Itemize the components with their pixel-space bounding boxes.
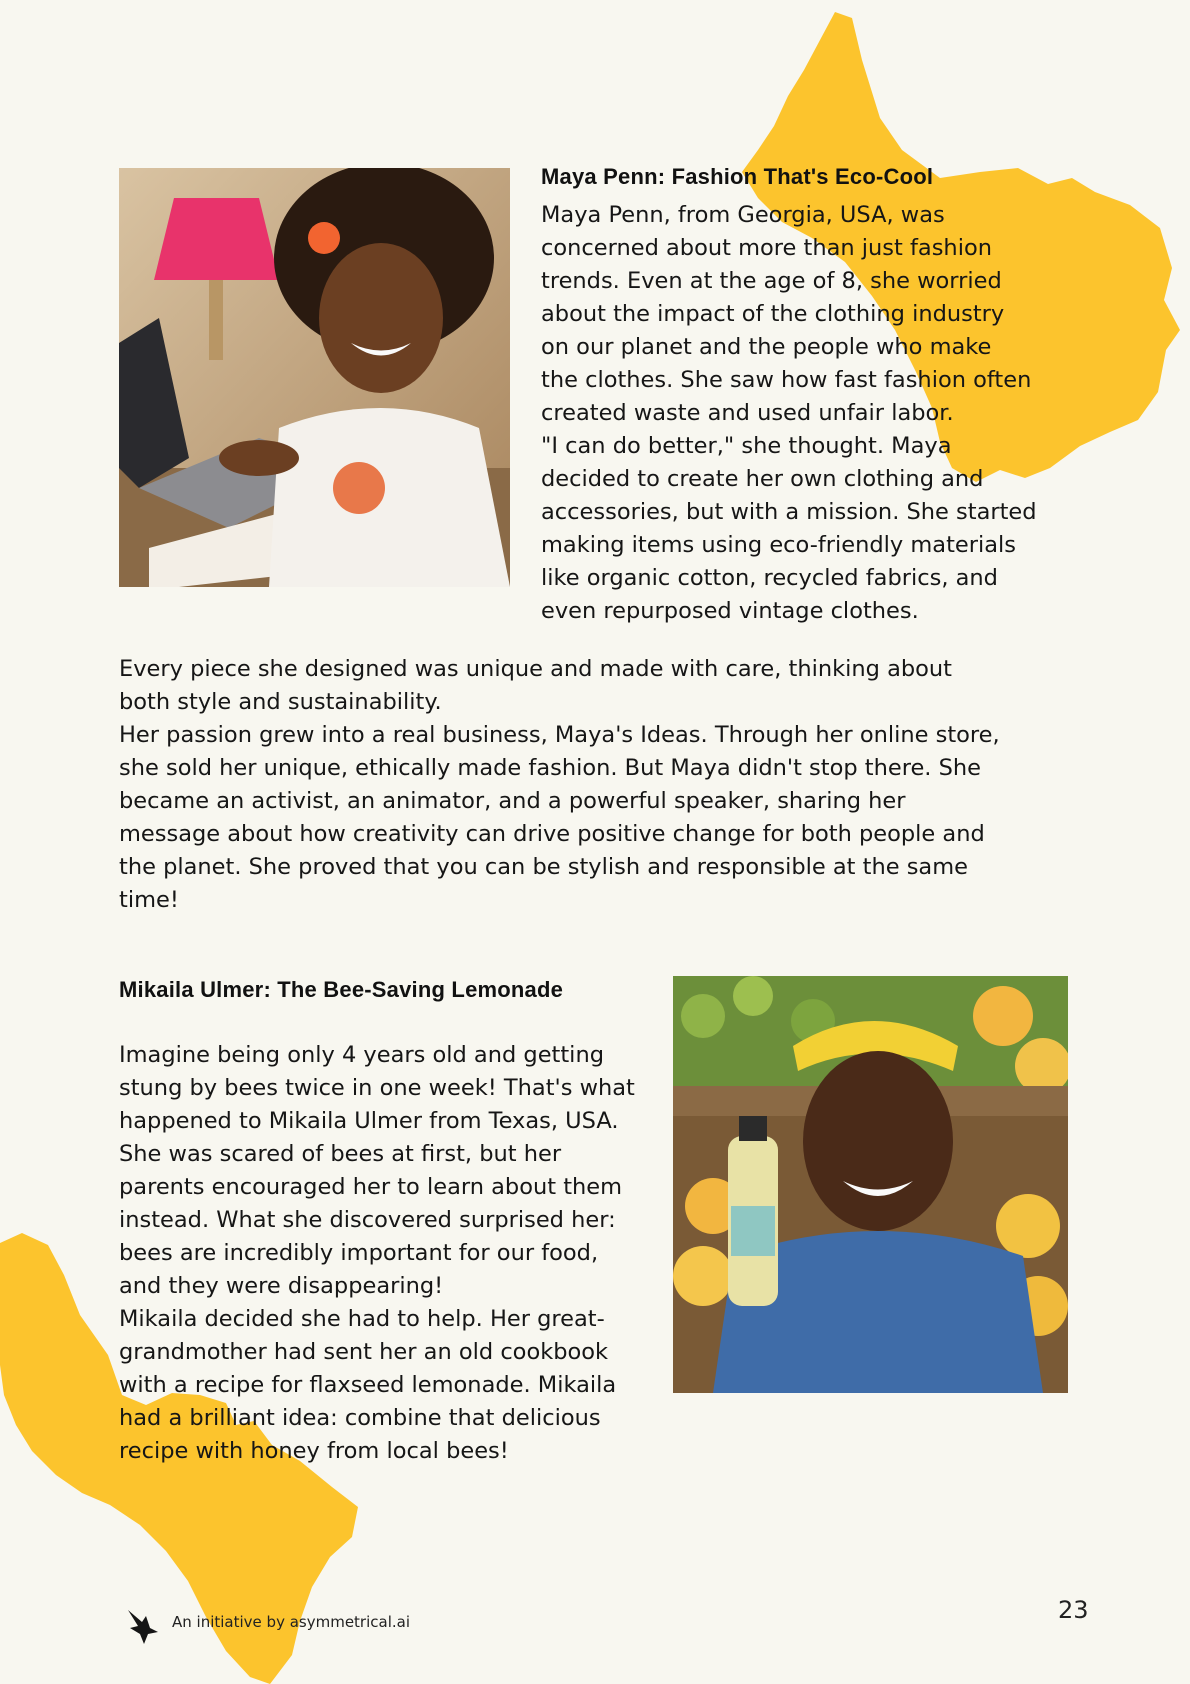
maya-penn-full-paragraph: Every piece she designed was unique and made with care, thinking about both style and sustainability. Her passion grew into a real business, Maya's Ideas. Through her online store, she sold her unique, ethically made fashion. But Maya didn't stop there. She became an activist, an animator, and a powerful speaker, sharing her message about how creativity can drive positive change for both people and the planet. She proved that you can be stylish and responsible at the same time! <box>119 656 1000 913</box>
mikaila-ulmer-paragraph: Imagine being only 4 years old and getting stung by bees twice in one week! That's what happened to Mikaila Ulmer from Texas, USA. She was scared of bees at first, but her parents encouraged her to learn about them instead. What she discovered surprised her: bees are incredibly important for our food, and they were disappearing! Mikaila decided she had to help. Her great- grandmother had sent her an old cookbook with a recipe for flaxseed lemonade. Mikaila had a brilliant idea: combine that delicious recipe with honey from local bees! <box>119 1042 635 1464</box>
maya-penn-photo <box>119 168 510 587</box>
bird-logo-icon <box>126 1606 160 1644</box>
mikaila-ulmer-photo <box>673 976 1068 1393</box>
page-number: 23 <box>1058 1596 1089 1624</box>
maya-penn-side-paragraph: Maya Penn, from Georgia, USA, was concerned about more than just fashion trends. Even at the age of 8, she worried about the impact of the clothing industry on our planet and the people who make the clothes. She saw how fast fashion often created waste and used unfair labor. "I can do better," she thought. Maya decided to create her own clothing and accessories, but with a mission. She started making items using eco-friendly materials like organic cotton, recycled fabrics, and even repurposed vintage clothes. <box>541 202 1037 624</box>
section-title-mikaila-ulmer: Mikaila Ulmer: The Bee-Saving Lemonade <box>119 977 564 1002</box>
section-title-maya-penn: Maya Penn: Fashion That's Eco-Cool <box>541 164 934 189</box>
footer-initiative-text: An initiative by asymmetrical.ai <box>172 1613 410 1631</box>
